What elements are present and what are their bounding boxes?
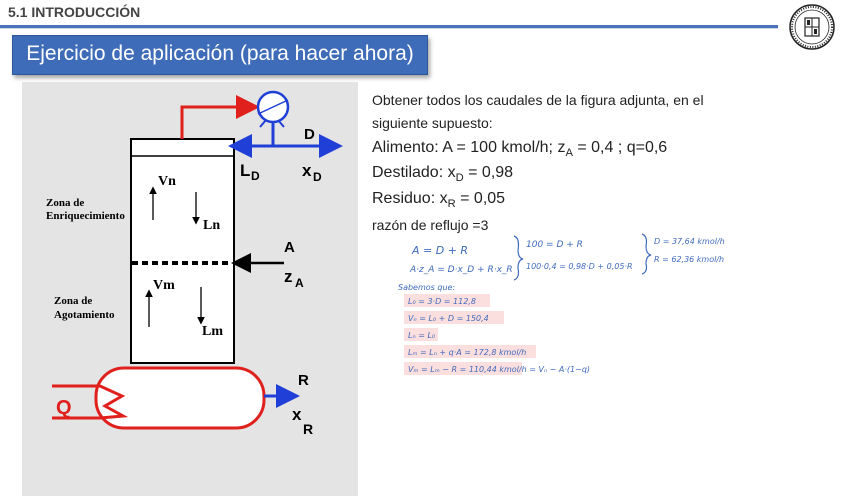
destilado-sub: D xyxy=(455,172,464,185)
label-ln: Ln xyxy=(203,218,221,233)
zone-enrich-label-1: Zona de xyxy=(46,197,85,209)
label-q: Q xyxy=(56,397,72,419)
label-ld: L xyxy=(240,161,251,180)
title-banner xyxy=(12,35,428,75)
label-xd: x xyxy=(302,161,312,180)
label-lm: Lm xyxy=(202,324,223,339)
residuo-sub: R xyxy=(447,198,456,211)
label-xr: x xyxy=(292,405,302,424)
zone-enrich-label-2: Enriquecimiento xyxy=(46,210,125,222)
note-l1: L₀ = 3·D = 112,8 xyxy=(408,297,476,306)
problem-intro-2: siguiente supuesto: xyxy=(372,115,493,131)
header-subrule xyxy=(0,28,778,29)
destilado-prefix: Destilado: x xyxy=(372,164,456,181)
note-l3: Lₙ = L₀ xyxy=(408,331,436,340)
destilado-suffix: = 0,98 xyxy=(463,164,514,181)
university-seal-icon xyxy=(788,3,836,51)
label-a: A xyxy=(284,239,295,256)
note-l4: Lₘ = Lₙ + q·A = 172,8 kmol/h xyxy=(408,348,527,357)
label-xr-sub: R xyxy=(303,421,314,437)
note-eq1: A = D + R xyxy=(412,244,469,257)
note-l5: Vₘ = Lₘ − R = 110,44 kmol/h = Vₙ − A·(1−q) xyxy=(408,365,591,374)
banner-title: Ejercicio de aplicación (para hacer ahora) xyxy=(26,42,414,65)
reflux-line xyxy=(234,122,273,146)
distillation-column-diagram xyxy=(22,82,358,496)
label-vm: Vm xyxy=(153,278,175,293)
label-d: D xyxy=(304,126,315,143)
label-vn: Vn xyxy=(158,174,176,189)
problem-intro-1: Obtener todos los caudales de la figura adjunta, en el xyxy=(372,92,704,108)
note-sys2: 100·0,4 = 0,98·D + 0,05·R xyxy=(526,262,633,271)
residuo-prefix: Residuo: x xyxy=(372,190,448,207)
note-sys1: 100 = D + R xyxy=(526,240,583,250)
label-za: z xyxy=(284,267,293,286)
vapor-out-line xyxy=(182,107,254,139)
problem-residuo xyxy=(372,190,505,210)
note-l2: Vₙ = L₀ + D = 150,4 xyxy=(408,314,489,323)
brace-2 xyxy=(642,234,651,274)
note-eq2: A·z_A = D·x_D + R·x_R xyxy=(410,265,513,275)
zone-agot-label-1: Zona de xyxy=(54,295,93,307)
problem-alimento xyxy=(372,139,667,159)
handwritten-notes xyxy=(372,228,748,388)
alimento-sub: A xyxy=(565,147,573,160)
brace-1 xyxy=(514,236,523,280)
note-res2: R = 62,36 kmol/h xyxy=(654,255,725,264)
problem-reflujo: razón de reflujo =3 xyxy=(372,217,489,233)
note-res1: D = 37,64 kmol/h xyxy=(654,237,725,246)
label-r: R xyxy=(298,372,309,389)
note-sabemos: Sabemos que: xyxy=(398,283,456,292)
residuo-suffix: = 0,05 xyxy=(455,190,506,207)
label-xd-sub: D xyxy=(313,170,322,184)
label-za-sub: A xyxy=(295,276,304,290)
label-ld-sub: D xyxy=(251,169,260,183)
problem-destilado xyxy=(372,164,513,184)
zone-agot-label-2: Agotamiento xyxy=(54,309,115,321)
alimento-suffix: = 0,4 ; q=0,6 xyxy=(572,139,668,156)
section-title: 5.1 INTRODUCCIÓN xyxy=(8,4,141,20)
alimento-prefix: Alimento: A = 100 kmol/h; z xyxy=(372,139,566,156)
